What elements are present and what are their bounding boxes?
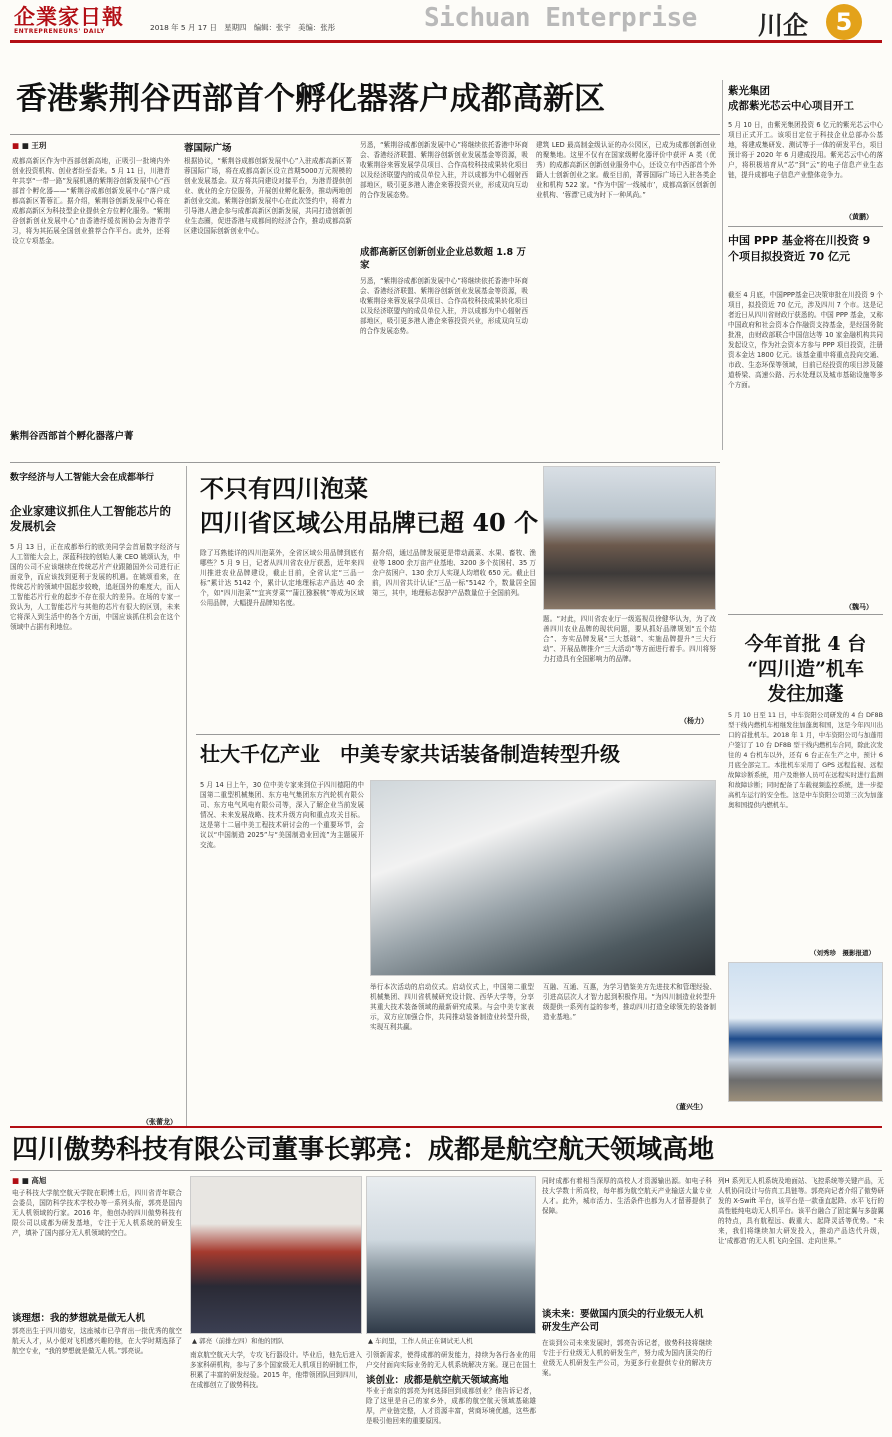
equip-headline: 壮大千亿产业 中美专家共话装备制造转型升级: [200, 742, 620, 766]
equip-credit: （董兴生）: [672, 1103, 707, 1111]
chip-body: 5 月 13 日，正在成都举行的欧美同学会首届数字经济与人工智能大会上，深蓝科技的创始人兼 CEO 姚颂认为，中国的公司不应该继续在传统芯片产业跟随国外公司进行正面竞争，而应该找到更利于发展的机遇。在姚颂看来，在传统芯片的领域中国起步较晚，追赶国外的难度大，而人工智能芯片行业的起步不存在很大的差异。在场的专家一致认为，人工智能芯片与其他的芯片有很大的区别，未来它将深入到生活中的各个方面，中国应该抓住机会在这个领域中占据有利地位。: [10, 543, 180, 631]
lead-column-2: 根据协议，“紫荆谷成都创新发展中心”入驻成都高新区菁蓉国际广场，将在成都高新区设立首期5000万元规模的创业发展基金。双方将共同建设对接平台，为港青提供创业、就业的全方位服务，开展创业孵化服务，推动两地创新创业交流。紫荆谷创新发展中心在此次签约中，将着力引导港人港企参与成都高新区创新发展，共同打造创新创业生态圈，促进香港与成都间的经济合作，推动成都高新区建设国际创新创业中心。: [184, 157, 352, 235]
aero-subhead-2: 谈创业：成都是航空航天领域高地: [366, 1375, 509, 1386]
chip-headline: 企业家建议抓住人工智能芯片的发展机会: [10, 504, 171, 533]
equip-column-2: 举行本次活动的启动仪式。启动仪式上，中国第二重型机械集团、四川省机械研究设计院、西华大学等，分享其重大技术装备领域的最新研究成果。与会中美专家表示，双方应加强合作，共同推动装备制造业转型升级，实现互利共赢。: [370, 983, 534, 1031]
market-photo: [543, 466, 716, 610]
paper-name-en: ENTREPRENEURS' DAILY: [14, 28, 105, 35]
lead-subhead-1: 紫荆谷西部首个孵化器落户菁: [10, 431, 134, 442]
lead-column-3b: 另悉，“紫荆谷成都创新发展中心”将继续依托香港中环商会、香港经济联盟、紫荆谷创新创业发展基金等资源，吸收紫荆谷来蓉发展学员项目、合作高校科技成果转化项目以及经济联盟内的成员单位入驻，并以成都为中心辐射西部地区，吸引更多港人港企来蓉投资兴业，形成双向互动的合作发展态势。: [360, 277, 528, 335]
brand-column-2: 据介绍，通过品牌发展更是带动蔬菜、水果、畜牧、渔业等 1800 余万亩产业基地、3200 多个贫困村、35 万余户贫困户、130 余万人实现人均增收 650 元。截止目前，四川省共计认证“三品一标”5142 个，数量居全国第三，其中，地理标志保护产品数量位于全国前列。: [372, 549, 536, 597]
byline: ■ ■ 高旭: [12, 1176, 47, 1185]
aero-column-3: 引领新需求，使得成都的研发能力，持续为各行各业的用户交付面向实际业务的无人机系统解决方案。现已在国土: [366, 1351, 536, 1369]
brand-column-3: 题。“对此，四川省农业厅一级巡视员徐健华认为，为了改善四川农业品牌的现状问题，要从抓好品牌规划“五个结合”、夯实品牌发展“三大基础”、实施品牌提升“三大行动”、开展品牌推介“三大活动”等方面进行着手。四川将努力打造具有全国影响力的品牌。: [543, 615, 716, 663]
equip-column-3: 互融、互通、互惠，为学习借鉴美方先进技术和管理经验、引进高层次人才智力起到积极作用。“为四川制造业转型升级提供一系列有益的参考，推动四川打造全球领先的装备制造业基地。”: [543, 983, 716, 1021]
aero-column-2: 南京航空航天大学，专攻飞行器设计。毕业后，他先后进入多家科研机构，参与了多个国家级无人机项目的研制工作，积累了丰富的研发经验。2015 年，他带领团队回到四川，在成都创立了傲势科技。: [190, 1351, 362, 1389]
ppp-body: 截至 4 月底，中国PPP基金已决策审批在川投资 9 个项目，拟投资近 70 亿元，涉及四川 7 个市。这是记者近日从四川省财政厅获悉的。中国 PPP 基金，又称中国政府和社会资本合作融资支持基金，是经国务院批准，由财政部联合中国信达等 10 家金融机构共同发起设立，作为社会资本方参与 PPP 项目投资，注册资本金达 1800 亿元。该基金重申将重点投向交通、市政、生态环保等领域，目前已经投资的项目涉及隧道桥梁、高速公路、污水处理以及城市基础设施等多个方面。: [728, 291, 883, 389]
aero-column-4b: 在谈到公司未来发展时，郭亮告诉记者，傲势科技将继续专注于行业级无人机的研发生产，努力成为国内顶尖的行业级无人机研发生产公司，为更多行业提供专业的解决方案。: [542, 1339, 712, 1377]
aero-subhead-1: 谈理想：我的梦想就是做无人机: [12, 1313, 146, 1324]
aero-column-1: 电子科技大学航空航天学院在职博士后，四川省青年联合会委员，国防科学技术学校办等一系列头衔，郭亮是国内无人机领域的行家。2016 年，他创办的四川傲势科技有限公司以成都为研发基地，专注于无人机系统的研发生产，填补了国内部分无人机领域的空白。: [12, 1189, 182, 1237]
aero-headline: 四川傲势科技有限公司董事长郭亮：成都是航空航天领域高地: [12, 1135, 715, 1165]
section-rule: [10, 1126, 882, 1128]
brand-headline: 不只有四川泡菜 四川省区域公用品牌已超 40 个: [200, 474, 539, 537]
page-number-badge: 5: [826, 4, 862, 40]
chip-credit: （张蕾龙）: [142, 1118, 177, 1126]
divider: [728, 614, 883, 615]
factory-visit-photo: [370, 780, 716, 976]
column-rule: [722, 80, 723, 450]
lead-headline: 香港紫荆谷西部首个孵化器落户成都高新区: [16, 81, 605, 117]
team-photo: [190, 1176, 362, 1334]
brand-credit: （杨力）: [680, 717, 708, 725]
divider: [10, 462, 720, 463]
lead-subhead-2: 蓉国际广场: [184, 143, 232, 154]
column-rule: [186, 466, 187, 1126]
divider: [728, 226, 883, 227]
ppp-credit: （魏马）: [845, 603, 873, 611]
divider: [196, 734, 720, 735]
lead-subhead-3: 成都高新区创新创业企业总数超 1.8 万家: [360, 247, 526, 271]
byline: ■ ■ 王玥: [12, 141, 47, 150]
brand-column-1: 除了耳熟能详的四川泡菜外，全省区域公用品牌到底有哪些？5 月 9 日，记者从四川省农业厅获悉，近年来四川推进农业品牌建设，截止目前，全省认定“三品一标”累计达 5142 个，累计认定地理标志产品达 40 余个，如“四川泡菜”“宜宾芽菜”“蒲江猕猴桃”等成为区域公用品牌，大幅提升品牌知名度。: [200, 549, 364, 607]
section-name-cn: 川企: [758, 11, 809, 40]
aero-subhead-3: 谈未来：要做国内顶尖的行业级无人机研发生产公司: [542, 1309, 704, 1333]
ppp-headline: 中国 PPP 基金将在川投资 9 个项目拟投资近 70 亿元: [728, 234, 871, 263]
divider: [10, 134, 720, 135]
ziguang-body: 5 月 10 日，由紫光集团投资 6 亿元的紫光芯云中心项目正式开工。该项目定位于科技企业总部办公基地，将建成集研发、测试等于一体的研发平台，项目预计将于 2020 年 6 月建成投用。紫光芯云中心的落户，将积极培育从“芯”到“云”的电子信息产业生态链，提升成都电子信息产业整体竞争力。: [728, 121, 883, 179]
train-headline: 今年首批 4 台 “四川造”机车 发往加蓬: [744, 633, 867, 705]
workshop-photo: [366, 1176, 536, 1334]
aero-column-3b: 毕业于南京的郭亮为何选择回到成都创业？他告诉记者，除了这里是自己的家乡外，成都的航空航天领域基础雄厚，产业链完整，人才资源丰富，营商环境优越，这些都是吸引他回来的重要原因。: [366, 1387, 536, 1425]
date-line: 2018 年 5 月 17 日 星期四 编辑：张宇 美编：张彤: [150, 23, 336, 32]
ziguang-headline: 紫光集团 成都紫光芯云中心项目开工: [728, 85, 854, 112]
masthead-logo: [14, 6, 164, 38]
paper-name: 企業家日報: [14, 4, 124, 29]
train-body: 5 月 10 日至 11 日，中车资阳公司研发的 4 台 DF8B 型干线内燃机车相继发往加蓬奥和国，这是今年四川出口的首批机车。2018 年 1 月，中车资阳公司与加蓬用户签订了 10 台 DF8B 型干线内燃机车合同，除此次发往的 4 台机车以外，还有 6 台正在生产之中，预计 6 月底全部完工。本批机车采用了 GPS 远程监视、远程故障诊断系统，用户及维修人员可在远程实时进行监测和故障诊断；同时配备了车载视频监控系统，进一步提高机车运行的安全性。这是中车资阳公司第三次为加蓬奥和国提供内燃机车。: [728, 711, 883, 809]
equip-column-1: 5 月 14 日上午，30 位中美专家来到位于四川德阳的中国第二重型机械集团、东方电气集团东方汽轮机有限公司、东方电气风电有限公司等，深入了解企业当前发展情况、未来发展战略、技术升级方向和重点攻关目标。这是第十二届中美工程技术研讨会的一个重要环节，会议以“中国制造 2025”与“美国制造业回流”为主题展开交流。: [200, 781, 364, 849]
aero-column-1b: 郭亮出生于四川德安，这座城市已孕育出一批优秀的航空航天人才，从小便对飞机感兴趣的他，在大学时期选择了航空专业，“我的梦想就是做无人机。”郭亮说。: [12, 1327, 182, 1355]
chip-kicker: 数字经济与人工智能大会在成都举行: [10, 473, 155, 483]
lead-column-4: 建筑 LED 最高制金级认证的办公园区，已成为成都创新创业的聚集地。这里不仅有在国家级孵化器评价中获评 A 类（优秀）的成都高新区创新创业服务中心，还设立有中西部首个外籍人士创新创业之家。截至目前，菁蓉国际广场已入驻各类企业和机构 522 家。“作为中国‘一线城市’，成都高新区创新创业机构、‘蓉漂’已成为时下一种风尚。”: [536, 141, 716, 199]
section-name-en: Sichuan Enterprise: [424, 3, 697, 33]
divider: [10, 1170, 882, 1171]
train-credit: （刘秀珍 摄影报道）: [810, 949, 875, 957]
lead-column-3: 另悉，“紫荆谷成都创新发展中心”将继续依托香港中环商会、香港经济联盟、紫荆谷创新创业发展基金等资源，吸收紫荆谷来蓉发展学员项目、合作高校科技成果转化项目以及经济联盟内的成员单位入驻，并以成都为中心辐射西部地区，吸引更多港人港企来蓉投资兴业，形成双向互动的合作发展态势。: [360, 141, 528, 199]
masthead-rule: [10, 40, 882, 43]
team-photo-caption: ▲ 郭亮（前排左四）和他的团队: [192, 1337, 284, 1345]
locomotive-photo: [728, 962, 883, 1102]
aero-column-5: 列H 系列无人机系统及地面站、飞控系统等关键产品，无人机协同设计与仿真工具链等。郭亮向记者介绍了傲势研发的 X-Swift 平台，该平台是一款垂直起降、水平飞行的高性能纯电动无人机平台。该平台融合了固定翼与多旋翼的特点，具有航程远、载重大、起降灵活等优势。“未来，我们将继续加大研发投入，推动产品迭代升级，让‘成都造’的无人机飞向全国、走向世界。”: [718, 1177, 884, 1245]
aero-column-4: 同时成都有着相当深厚的高校人才资源输出源。如电子科技大学数十所高校，每年都为航空航天产业输送大量专业人才。此外，城市活力、生活条件也都为人才留蓉提供了保障。: [542, 1177, 712, 1215]
lead-column-1: 成都高新区作为中西部创新高地，正吸引一批境内外创业投资机构、创业者纷至沓来。5 月 11 日，川港青年共享“一带一路”发展机遇的紫荆谷创新发展中心“西部首个孵化器——“紫荆谷成都创新发展中心”落户成都高新区菁蓉汇。据介绍，紫荆谷创新发展中心将在成都高新区为科技型企业提供全方位孵化服务。“紫荆谷创新创业发展中心”由香港纾缓贫困协会为港青学习，将为其拓展全国创业推荐合作平台。此外，还将设立专项基金。: [12, 157, 170, 245]
ziguang-credit: （黄鹏）: [845, 213, 873, 221]
workshop-photo-caption: ▲ 车间里，工作人员正在调试无人机: [368, 1337, 473, 1345]
